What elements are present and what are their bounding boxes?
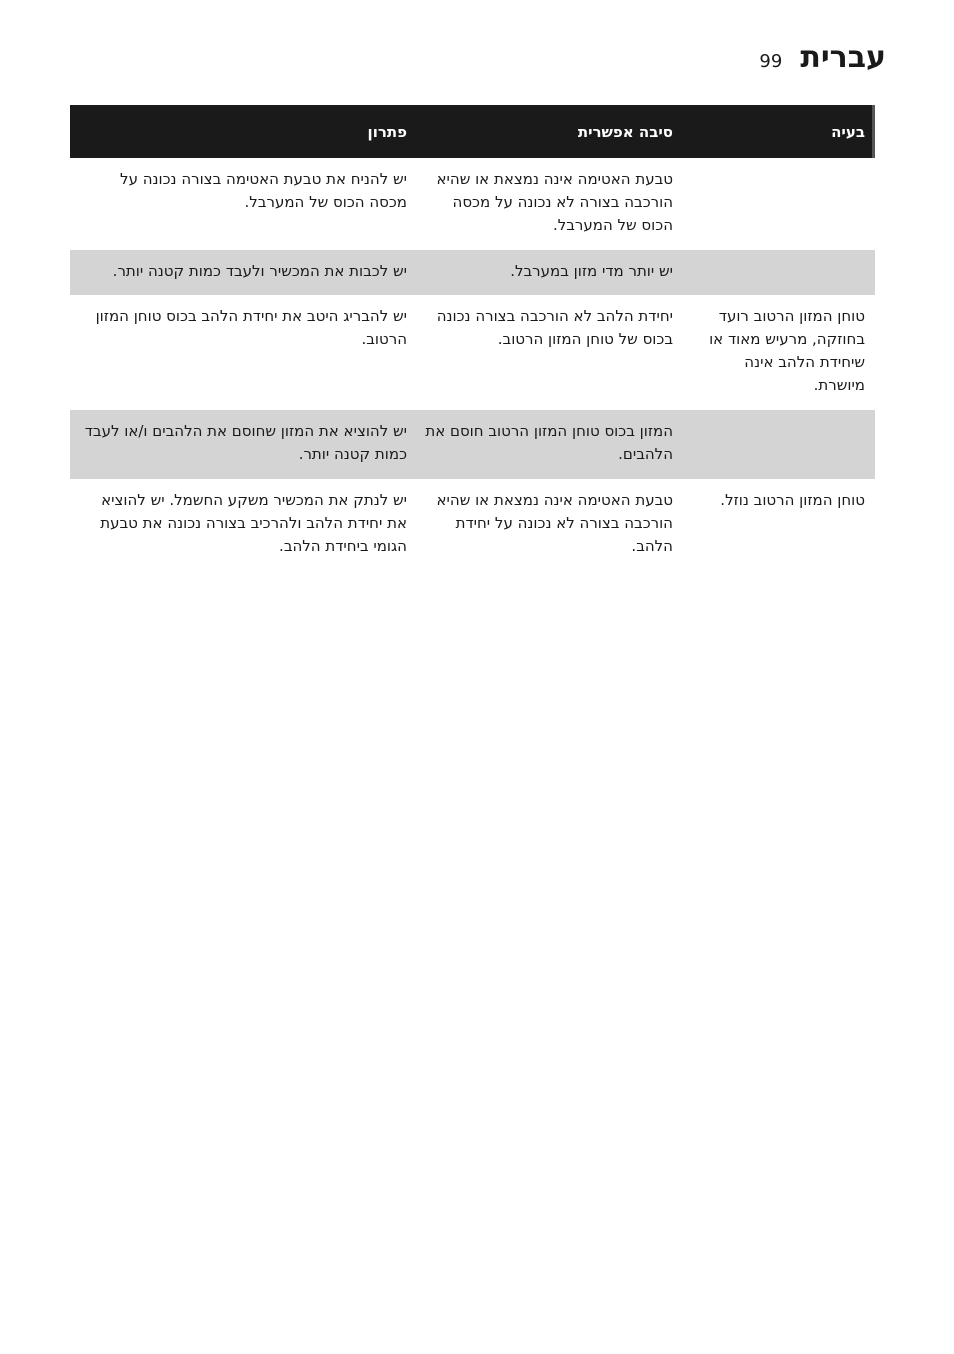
solution-cell: יש להוציא את המזון שחוסם את הלהבים ו/או לעבד כמות קטנה יותר. xyxy=(84,422,407,463)
header-problem: בעיה xyxy=(831,122,865,141)
problem-cell: טוחן המזון הרטוב רועד בחוזקה, מרעיש מאוד או שיחידת הלהב אינה מיושרת. xyxy=(709,307,865,394)
cause-cell: טבעת האטימה אינה נמצאת או שהיא הורכבה בצורה לא נכונה על יחידת הלהב. xyxy=(436,491,673,555)
troubleshooting-table xyxy=(70,105,875,571)
problem-cell xyxy=(683,420,875,469)
problem-cell xyxy=(683,260,875,285)
header-solution: פתרון xyxy=(367,122,407,141)
table-header xyxy=(70,105,875,158)
table-row xyxy=(70,295,875,410)
cause-cell: יש יותר מדי מזון במערבל. xyxy=(510,262,673,280)
cause-cell: יחידת הלהב לא הורכבה בצורה נכונה בכוס של טוחן המזון הרטוב. xyxy=(436,307,673,348)
table-row xyxy=(70,479,875,571)
header-cause: סיבה אפשרית xyxy=(577,122,673,141)
solution-cell: יש להבריג היטב את יחידת הלהב בכוס טוחן המזון הרטוב. xyxy=(95,307,407,348)
page-language-title: עברית xyxy=(800,40,886,75)
table-row xyxy=(70,410,875,479)
table-row xyxy=(70,250,875,295)
page-header xyxy=(759,40,886,75)
solution-cell: יש לכבות את המכשיר ולעבד כמות קטנה יותר. xyxy=(112,262,407,280)
table-body xyxy=(70,158,875,571)
solution-cell: יש להניח את טבעת האטימה בצורה נכונה על מכסה הכוס של המערבל. xyxy=(120,170,407,211)
problem-cell xyxy=(683,168,875,240)
cause-cell: המזון בכוס טוחן המזון הרטוב חוסם את הלהבים. xyxy=(425,422,673,463)
table-row xyxy=(70,158,875,250)
problem-cell: טוחן המזון הרטוב נוזל. xyxy=(720,491,865,509)
page-number: 99 xyxy=(759,51,783,72)
cause-cell: טבעת האטימה אינה נמצאת או שהיא הורכבה בצורה לא נכונה על מכסה הכוס של המערבל. xyxy=(436,170,673,234)
solution-cell: יש לנתק את המכשיר משקע החשמל. יש להוציא את יחידת הלהב ולהרכיב בצורה נכונה את טבעת הגומי ביחידת הלהב. xyxy=(100,491,407,555)
